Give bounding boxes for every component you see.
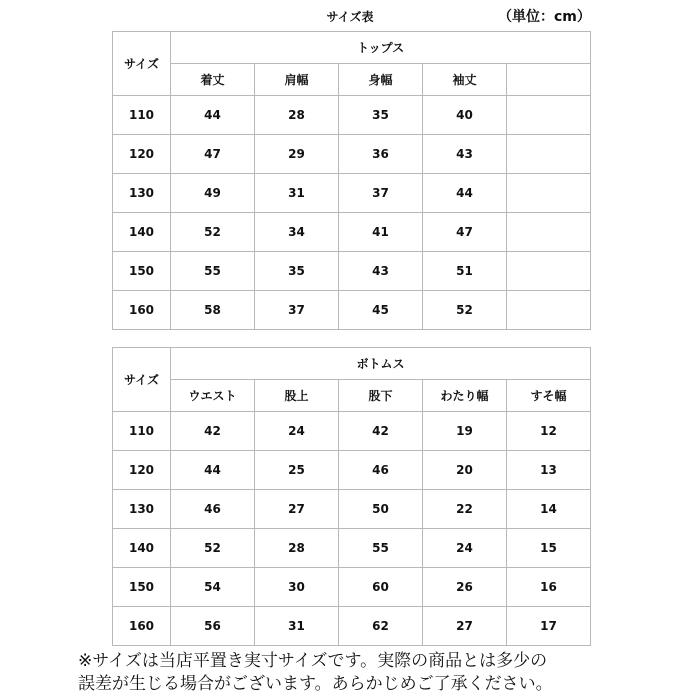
table-cell: 29	[255, 135, 339, 174]
table-cell: 47	[171, 135, 255, 174]
table-cell: 20	[423, 451, 507, 490]
bottoms-size-table	[112, 347, 591, 646]
table-cell: 27	[255, 490, 339, 529]
table-cell: 55	[339, 529, 423, 568]
size-cell: 140	[113, 529, 171, 568]
column-header: ウエスト	[171, 380, 255, 412]
table-cell: 40	[423, 96, 507, 135]
table-cell: 19	[423, 412, 507, 451]
group-header-bottoms: ボトムス	[171, 348, 591, 380]
table-row	[113, 451, 591, 490]
size-cell: 130	[113, 490, 171, 529]
column-header: 肩幅	[255, 64, 339, 96]
table-cell: 22	[423, 490, 507, 529]
table-cell: 35	[255, 252, 339, 291]
table-cell: 31	[255, 607, 339, 646]
size-cell: 150	[113, 252, 171, 291]
table-cell: 43	[339, 252, 423, 291]
table-cell: 37	[339, 174, 423, 213]
column-header: すそ幅	[507, 380, 591, 412]
size-cell: 160	[113, 607, 171, 646]
table-cell: 36	[339, 135, 423, 174]
size-cell: 120	[113, 451, 171, 490]
table-cell: 60	[339, 568, 423, 607]
table-cell	[507, 291, 591, 330]
table-row	[113, 252, 591, 291]
table-cell: 50	[339, 490, 423, 529]
table-cell: 44	[171, 96, 255, 135]
table-cell: 16	[507, 568, 591, 607]
table-cell: 25	[255, 451, 339, 490]
column-header-row	[113, 380, 591, 412]
table-cell: 47	[423, 213, 507, 252]
column-header: わたり幅	[423, 380, 507, 412]
column-header: 股下	[339, 380, 423, 412]
table-cell: 52	[171, 213, 255, 252]
table-cell: 34	[255, 213, 339, 252]
table-row	[113, 135, 591, 174]
table-cell: 62	[339, 607, 423, 646]
size-cell: 150	[113, 568, 171, 607]
table-cell: 58	[171, 291, 255, 330]
size-cell: 130	[113, 174, 171, 213]
table-cell: 30	[255, 568, 339, 607]
disclaimer-note	[78, 650, 678, 696]
unit-label: （単位：cm）	[498, 9, 591, 25]
table-cell: 26	[423, 568, 507, 607]
table-cell: 28	[255, 96, 339, 135]
table-cell: 14	[507, 490, 591, 529]
table-cell: 24	[255, 412, 339, 451]
table-cell: 35	[339, 96, 423, 135]
table-row	[113, 607, 591, 646]
tops-size-table	[112, 31, 591, 330]
table-cell: 42	[339, 412, 423, 451]
group-header-tops: トップス	[171, 32, 591, 64]
table-cell: 42	[171, 412, 255, 451]
size-cell: 110	[113, 412, 171, 451]
table-cell: 28	[255, 529, 339, 568]
table-cell: 44	[423, 174, 507, 213]
table-cell: 45	[339, 291, 423, 330]
table-cell: 12	[507, 412, 591, 451]
size-header: サイズ	[113, 348, 171, 412]
size-cell: 120	[113, 135, 171, 174]
table-cell: 43	[423, 135, 507, 174]
size-cell: 110	[113, 96, 171, 135]
table-cell	[507, 96, 591, 135]
table-row	[113, 490, 591, 529]
table-cell: 51	[423, 252, 507, 291]
table-cell: 15	[507, 529, 591, 568]
table-cell: 55	[171, 252, 255, 291]
table-row	[113, 96, 591, 135]
table-cell: 46	[171, 490, 255, 529]
table-cell: 54	[171, 568, 255, 607]
column-header	[507, 64, 591, 96]
table-row	[113, 213, 591, 252]
table-row	[113, 568, 591, 607]
size-cell: 160	[113, 291, 171, 330]
table-row	[113, 412, 591, 451]
table-cell: 44	[171, 451, 255, 490]
table-cell	[507, 213, 591, 252]
column-header: 股上	[255, 380, 339, 412]
column-header: 袖丈	[423, 64, 507, 96]
table-row	[113, 529, 591, 568]
size-cell: 140	[113, 213, 171, 252]
table-cell	[507, 135, 591, 174]
column-header: 着丈	[171, 64, 255, 96]
note-line: 誤差が生じる場合がございます。あらかじめご了承ください。	[78, 674, 553, 694]
column-header-row	[113, 64, 591, 96]
page-title: サイズ表	[326, 10, 374, 24]
table-cell: 17	[507, 607, 591, 646]
table-cell: 41	[339, 213, 423, 252]
table-row	[113, 174, 591, 213]
table-cell: 49	[171, 174, 255, 213]
table-cell: 46	[339, 451, 423, 490]
note-line: ※サイズは当店平置き実寸サイズです。実際の商品とは多少の	[78, 651, 548, 671]
table-cell: 52	[171, 529, 255, 568]
column-header: 身幅	[339, 64, 423, 96]
table-row	[113, 291, 591, 330]
table-cell	[507, 252, 591, 291]
table-cell: 52	[423, 291, 507, 330]
table-cell: 27	[423, 607, 507, 646]
table-cell	[507, 174, 591, 213]
size-header: サイズ	[113, 32, 171, 96]
table-cell: 13	[507, 451, 591, 490]
table-cell: 24	[423, 529, 507, 568]
table-cell: 56	[171, 607, 255, 646]
table-cell: 31	[255, 174, 339, 213]
table-cell: 37	[255, 291, 339, 330]
